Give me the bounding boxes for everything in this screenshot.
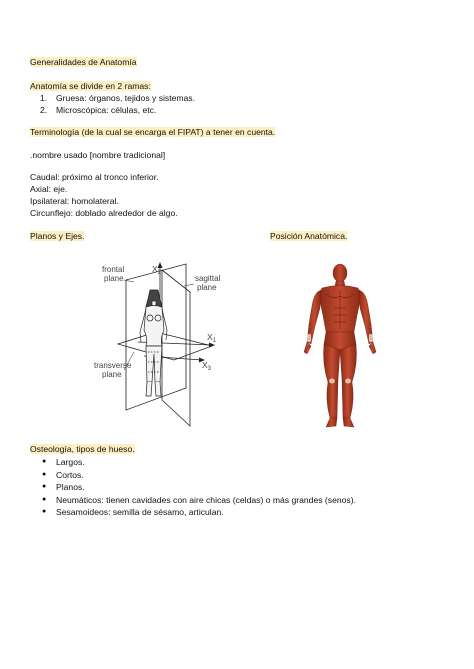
list-item: ● Largos. (42, 457, 85, 467)
frontal-plane-label-2: plane (104, 274, 124, 283)
x1-axis-label: $X_1$ (207, 332, 217, 344)
x2-axis-label: $X_2$ (152, 264, 162, 276)
transverse-plane-label-2: plane (102, 370, 122, 379)
left-shin (327, 380, 338, 418)
term-circunflejo: Circunflejo: doblado alrededor de algo. (30, 208, 178, 218)
right-thigh (340, 344, 357, 382)
term-axial: Axial: eje. (30, 184, 68, 194)
list-item: 1. Gruesa: órganos, tejidos y sistemas. (40, 93, 195, 103)
transverse-plane-label: transverse (94, 361, 132, 370)
osteologia-title: Osteología, tipos de hueso. (30, 444, 135, 454)
left-thigh (324, 344, 341, 382)
term-caudal: Caudal: próximo al tronco inferior. (30, 172, 159, 182)
list-item: ● Cortos. (42, 469, 84, 480)
list-item: ● Planos. (42, 482, 85, 492)
list-item: ● Neumáticos: tienen cavidades con aire chicas (celdas) o más grandes (senos). (42, 494, 356, 505)
x3-axis-label: $X_3$ (202, 360, 212, 372)
page-heading: Generalidades de Anatomía (30, 57, 137, 67)
head-shape (333, 264, 347, 282)
terminologia-title: Terminología (de la cual se encarga el FIPAT) a tener en cuenta. (30, 127, 276, 137)
nombre-usado-text: .nombre usado [nombre tradicional] (30, 150, 166, 160)
term-ipsilateral: Ipsilateral: homolateral. (30, 196, 119, 206)
posicion-title: Posición Anatómica. (270, 231, 348, 241)
ramas-title: Anatomía se divide en 2 ramas: (30, 81, 151, 91)
planos-title: Planos y Ejes. (30, 231, 85, 241)
frontal-plane-label: frontal (102, 265, 125, 274)
list-item: ● Sesamoideos: semilla de sésamo, articulan. (42, 507, 224, 517)
anatomical-position-figure (298, 262, 382, 430)
list-item: 2. Microscópica: células, etc. (40, 105, 157, 115)
ramas-list (40, 92, 195, 116)
x2-arrowhead (158, 262, 163, 268)
huesos-list (42, 456, 356, 519)
right-shin (342, 380, 353, 418)
sagittal-plane-label: sagittal (195, 274, 221, 283)
anatomical-planes-figure (94, 260, 229, 430)
sagittal-plane-label-2: plane (197, 283, 217, 292)
